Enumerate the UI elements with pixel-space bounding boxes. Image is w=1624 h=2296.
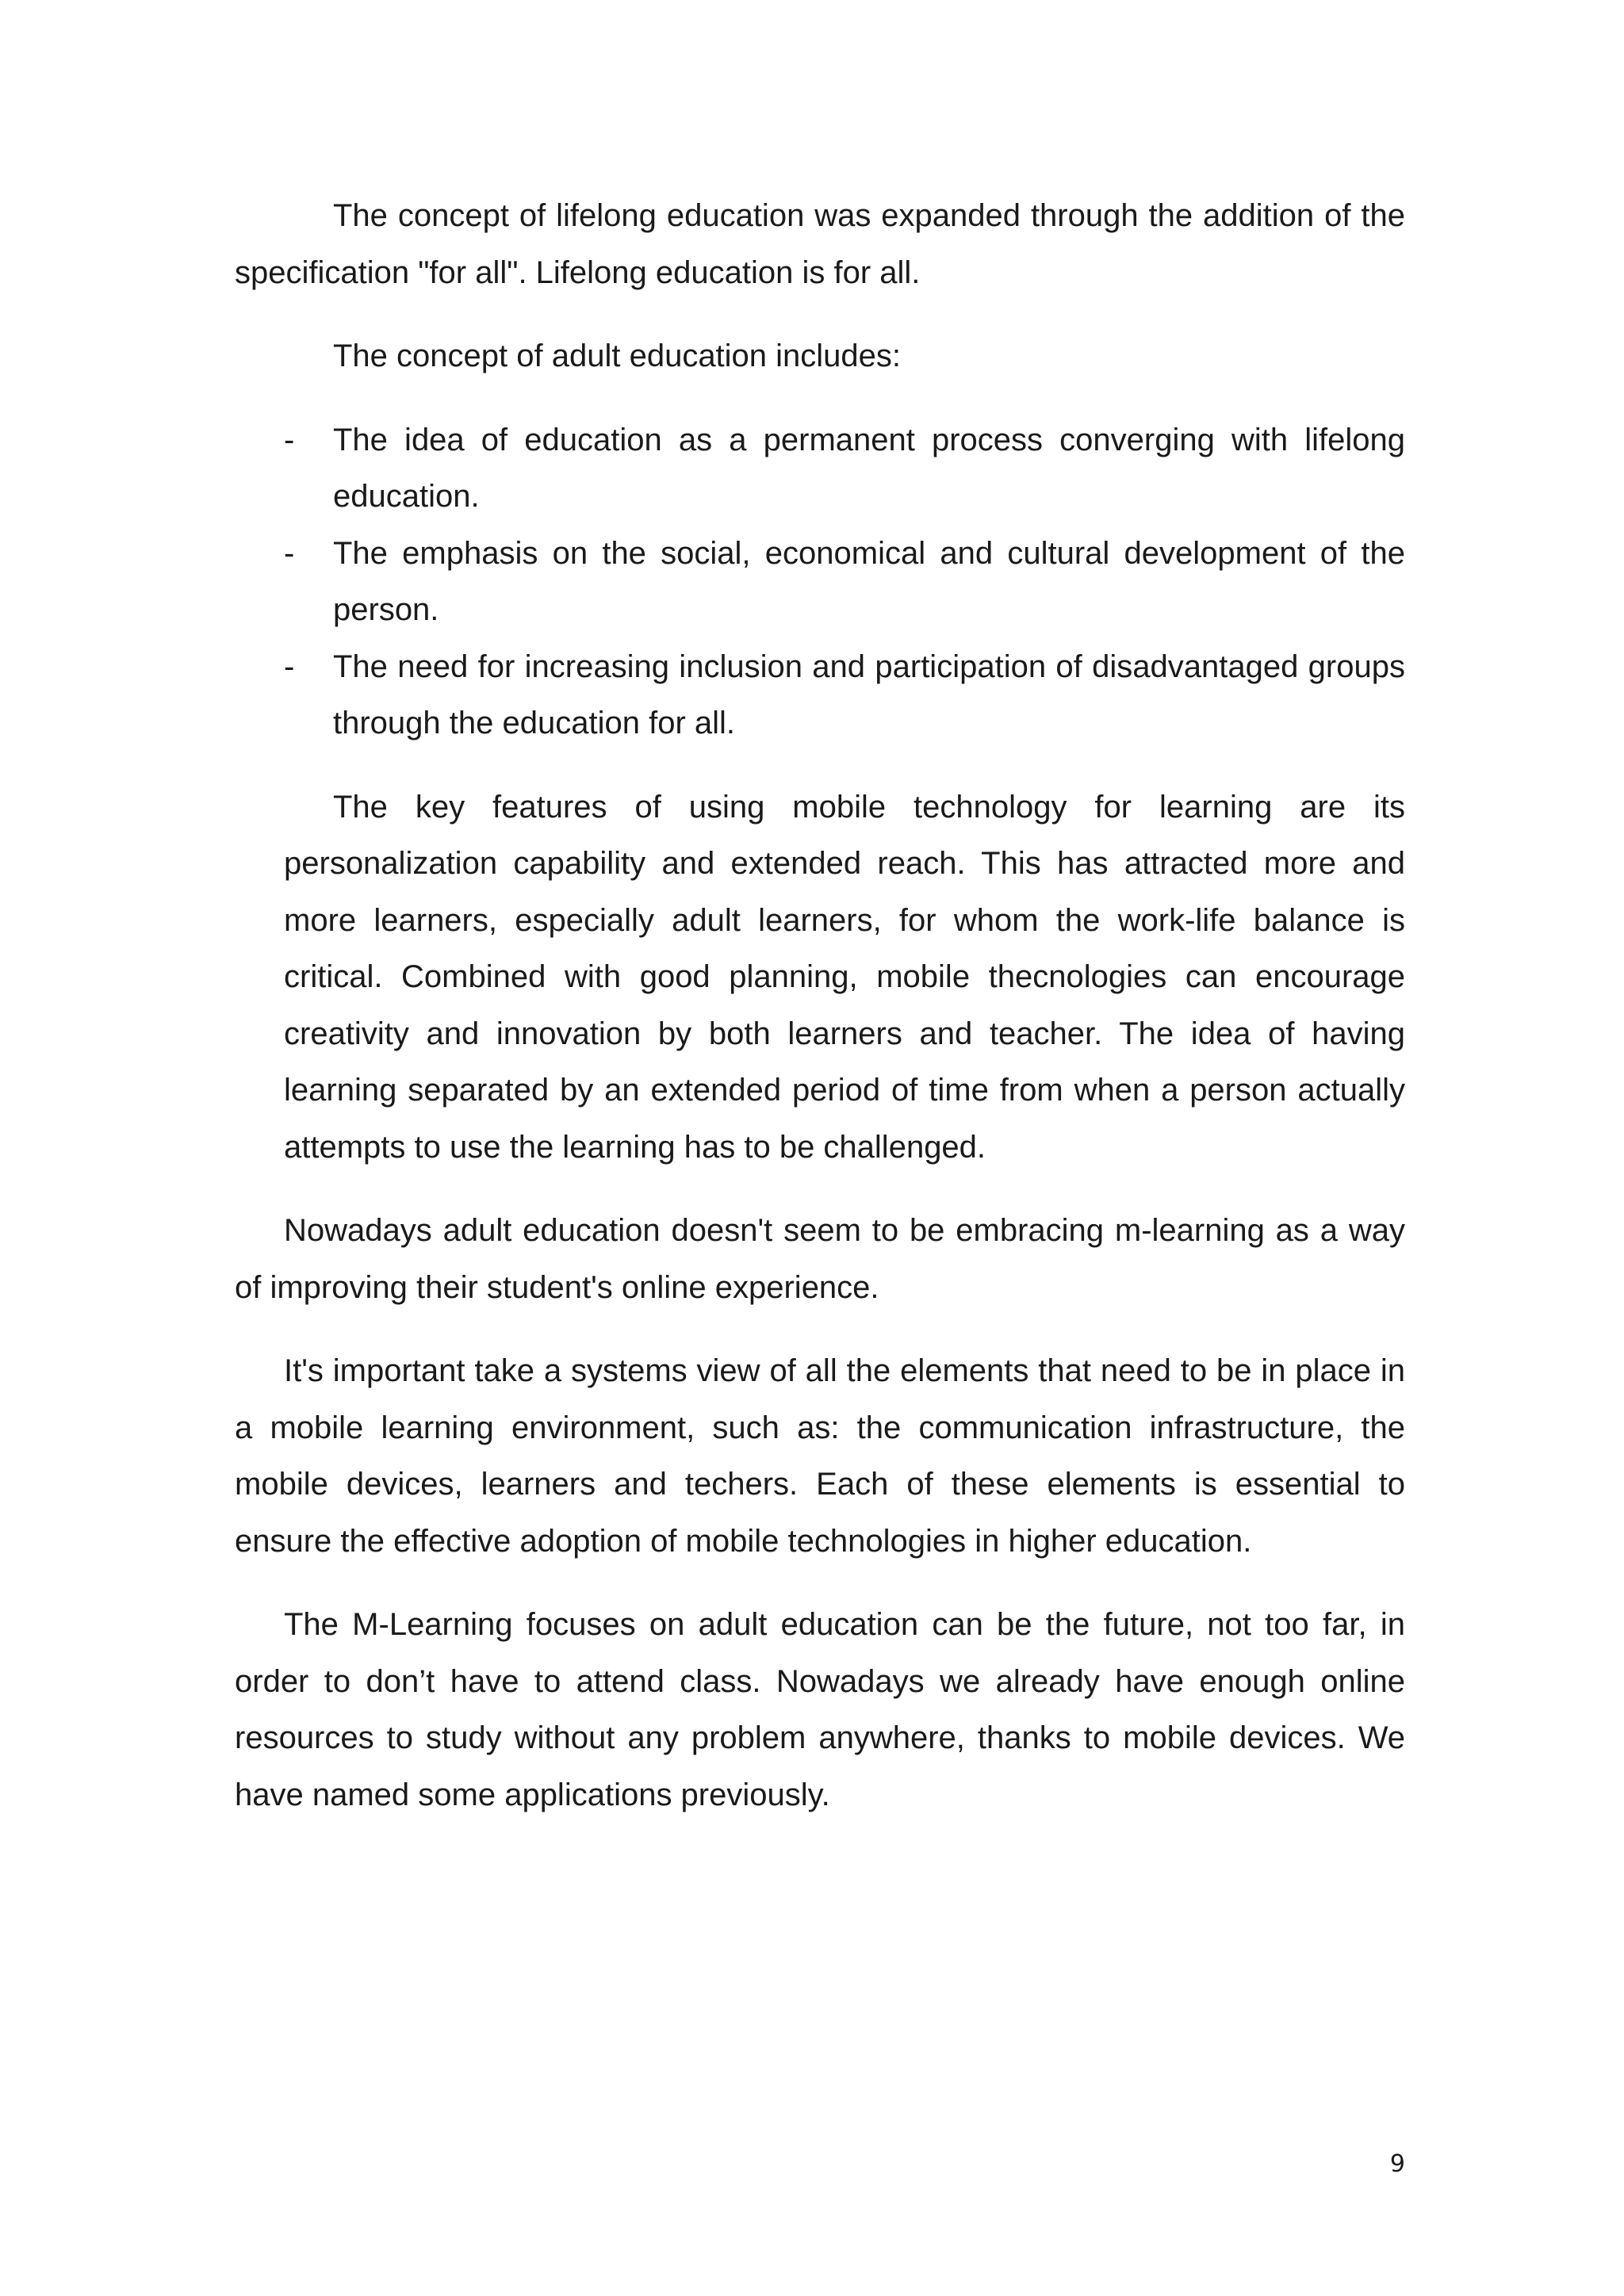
paragraph-lifelong-education: The concept of lifelong education was expanded through the addition of the specification "for all". Lifelong education is for all.	[235, 198, 1405, 290]
list-marker: -	[284, 422, 295, 457]
list-item-text: The idea of education as a permanent process converging with lifelong education.	[333, 422, 1405, 514]
list-marker: -	[284, 535, 295, 571]
paragraph-m-learning-adoption: Nowadays adult education doesn't seem to be embracing m-learning as a way of improving their student's online experience.	[235, 1213, 1405, 1305]
list-marker: -	[284, 649, 295, 684]
paragraph-adult-education-intro: The concept of adult education includes:	[333, 339, 902, 373]
adult-education-list	[235, 412, 1405, 752]
list-item	[235, 412, 1405, 526]
list-item-text: The need for increasing inclusion and participation of disadvantaged groups through the education for all.	[333, 649, 1405, 740]
list-item	[235, 639, 1405, 752]
list-item	[235, 526, 1405, 639]
list-item-text: The emphasis on the social, economical and cultural development of the person.	[333, 535, 1405, 627]
paragraph-systems-view: It's important take a systems view of all the elements that need to be in place in a mobile learning environment, such as: the communication infrastructure, the mobile devices, learners and techers. Each of these elements is essential to ensure the effective adoption of mobile technologies in higher education.	[235, 1353, 1405, 1559]
page-body	[235, 188, 1405, 1850]
paragraph-mobile-technology: The key features of using mobile technology for learning are its personalization capability and extended reach. This has attracted more and more learners, especially adult learners, for whom the work-life balance is critical. Combined with good planning, mobile thecnologies can encourage creativity and innovation by both learners and teacher. The idea of having learning separated by an extended period of time from when a person actually attempts to use the learning has to be challenged.	[284, 789, 1405, 1165]
page-number: 9	[1389, 2150, 1405, 2178]
paragraph-m-learning-future: The M-Learning focuses on adult education can be the future, not too far, in order to don’t have to attend class. Nowadays we already have enough online resources to study without any problem anywhere, thanks to mobile devices. We have named some applications previously.	[235, 1607, 1405, 1812]
